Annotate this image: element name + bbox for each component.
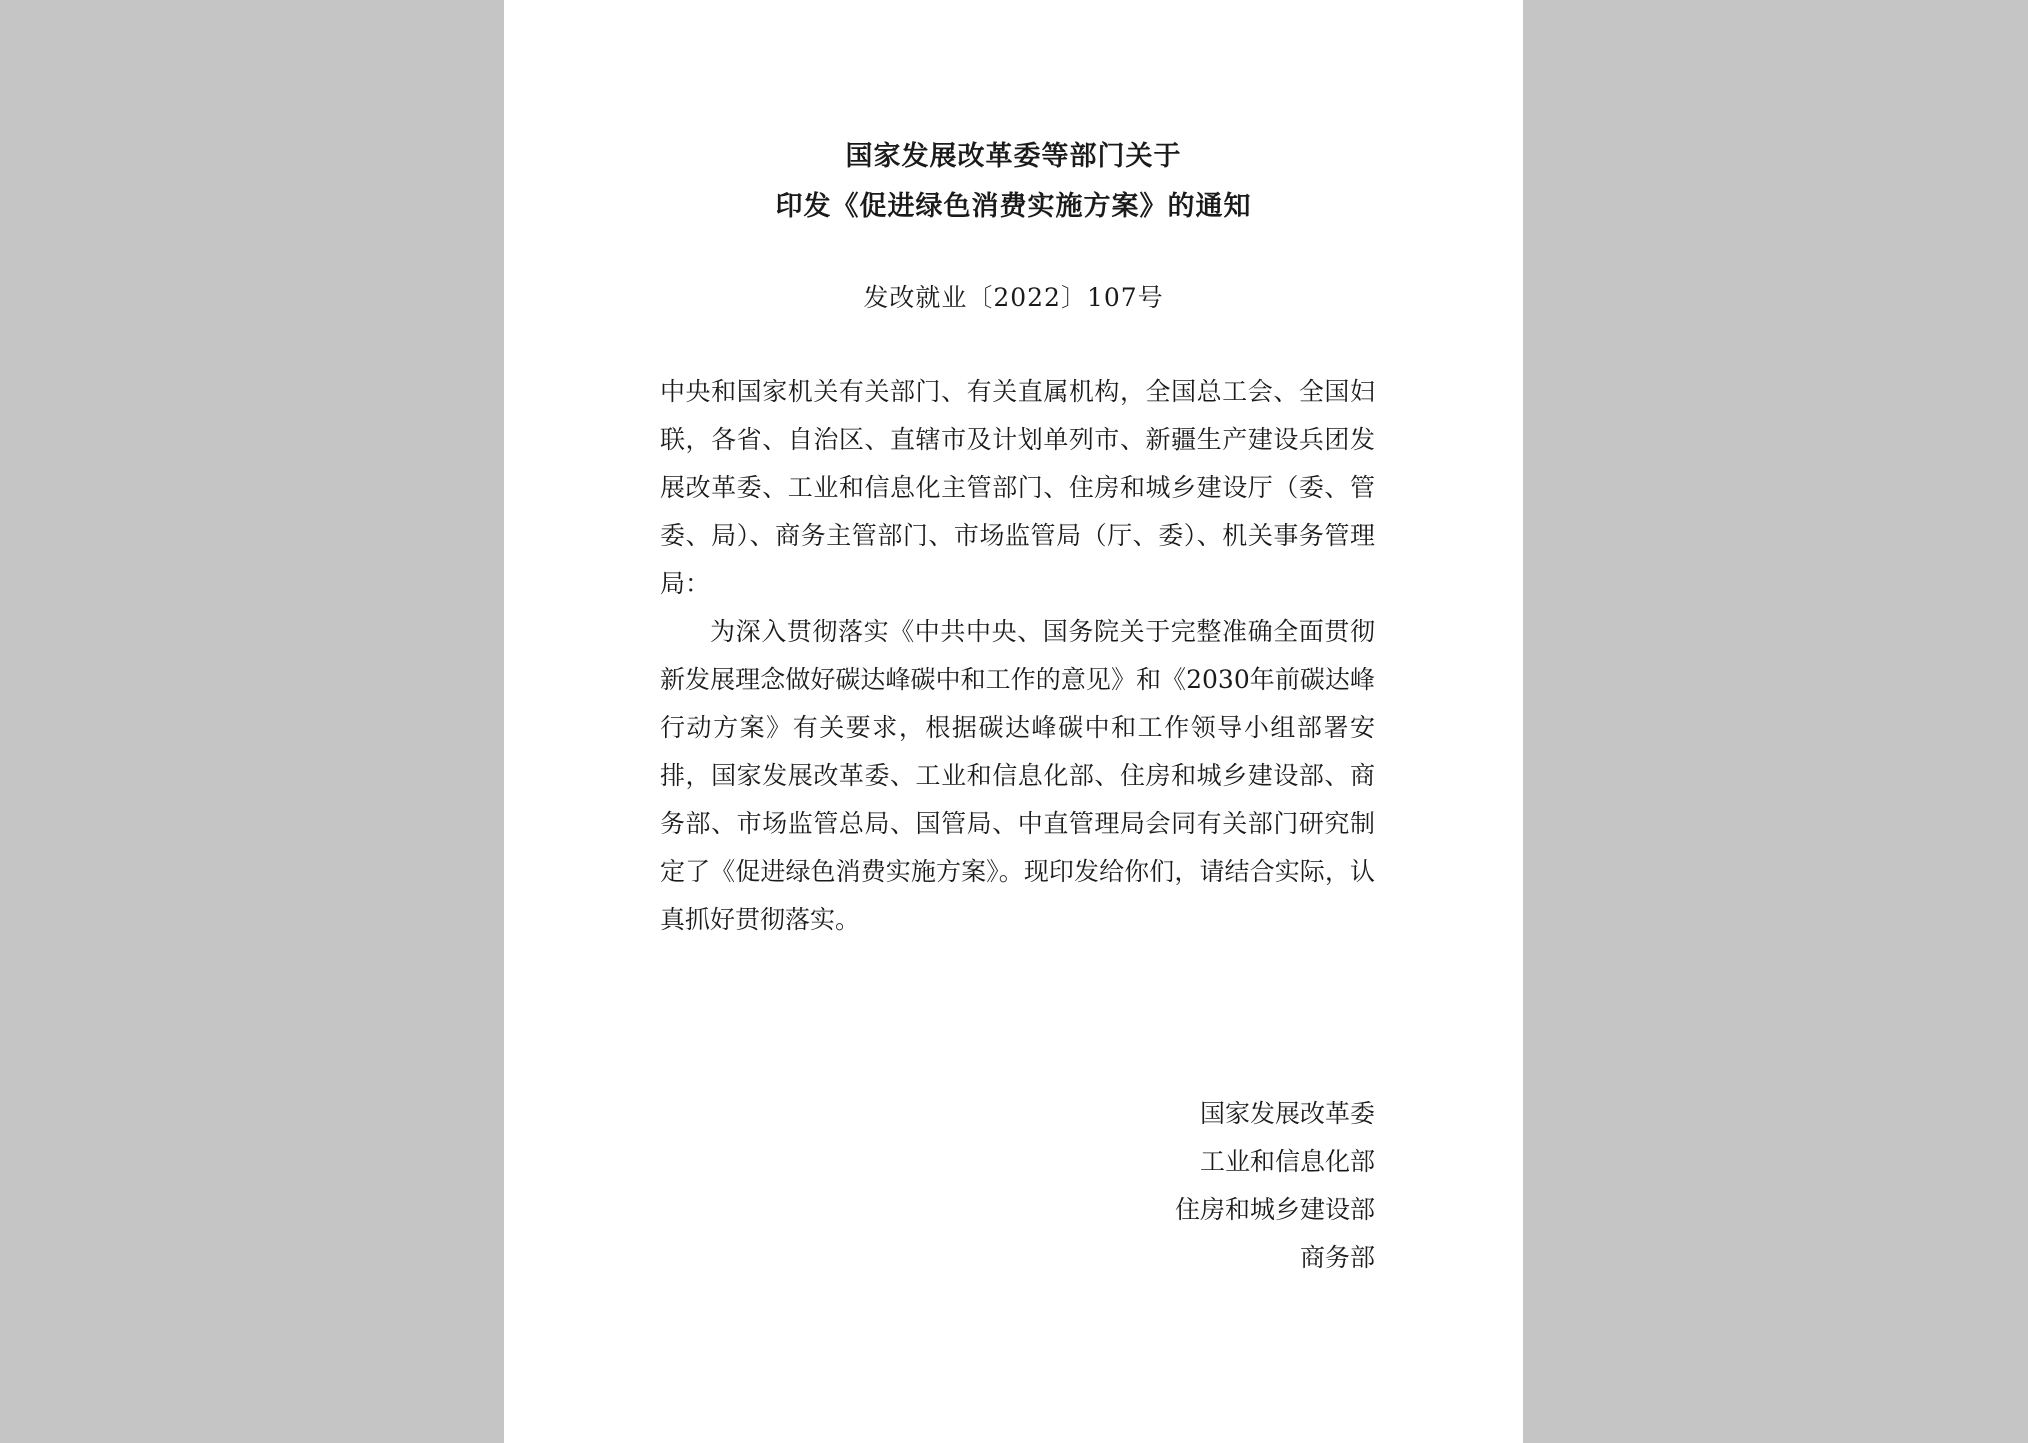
signature-miit: 工业和信息化部 [1199, 1147, 1375, 1176]
document-number: 发改就业〔2022〕107号 [863, 283, 1164, 312]
signature-ndrc: 国家发展改革委 [1199, 1099, 1375, 1128]
signature-mofcom: 商务部 [1299, 1243, 1375, 1272]
recipients-paragraph: 中央和国家机关有关部门、有关直属机构，全国总工会、全国妇联，各省、自治区、直辖市及计划单列市、新疆生产建设兵团发展改革委、工业和信息化主管部门、住房和城乡建设厅（委、管委、局）、商务主管部门、市场监管局（厅、委）、机关事务管理局： [660, 377, 1375, 598]
signature-mohurd: 住房和城乡建设部 [1174, 1195, 1375, 1224]
body-paragraph: 为深入贯彻落实《中共中央、国务院关于完整准确全面贯彻新发展理念做好碳达峰碳中和工作的意见》和《2030年前碳达峰行动方案》有关要求，根据碳达峰碳中和工作领导小组部署安排，国家发展改革委、工业和信息化部、住房和城乡建设部、商务部、市场监管总局、国管局、中直管理局会同有关部门研究制定了《促进绿色消费实施方案》。现印发给你们，请结合实际，认真抓好贯彻落实。 [660, 617, 1375, 934]
title-line-1: 国家发展改革委等部门关于 [845, 141, 1182, 172]
document-page [504, 0, 1523, 1443]
signature-block [1175, 1090, 1375, 1282]
title-line-2: 印发《促进绿色消费实施方案》的通知 [775, 191, 1252, 222]
